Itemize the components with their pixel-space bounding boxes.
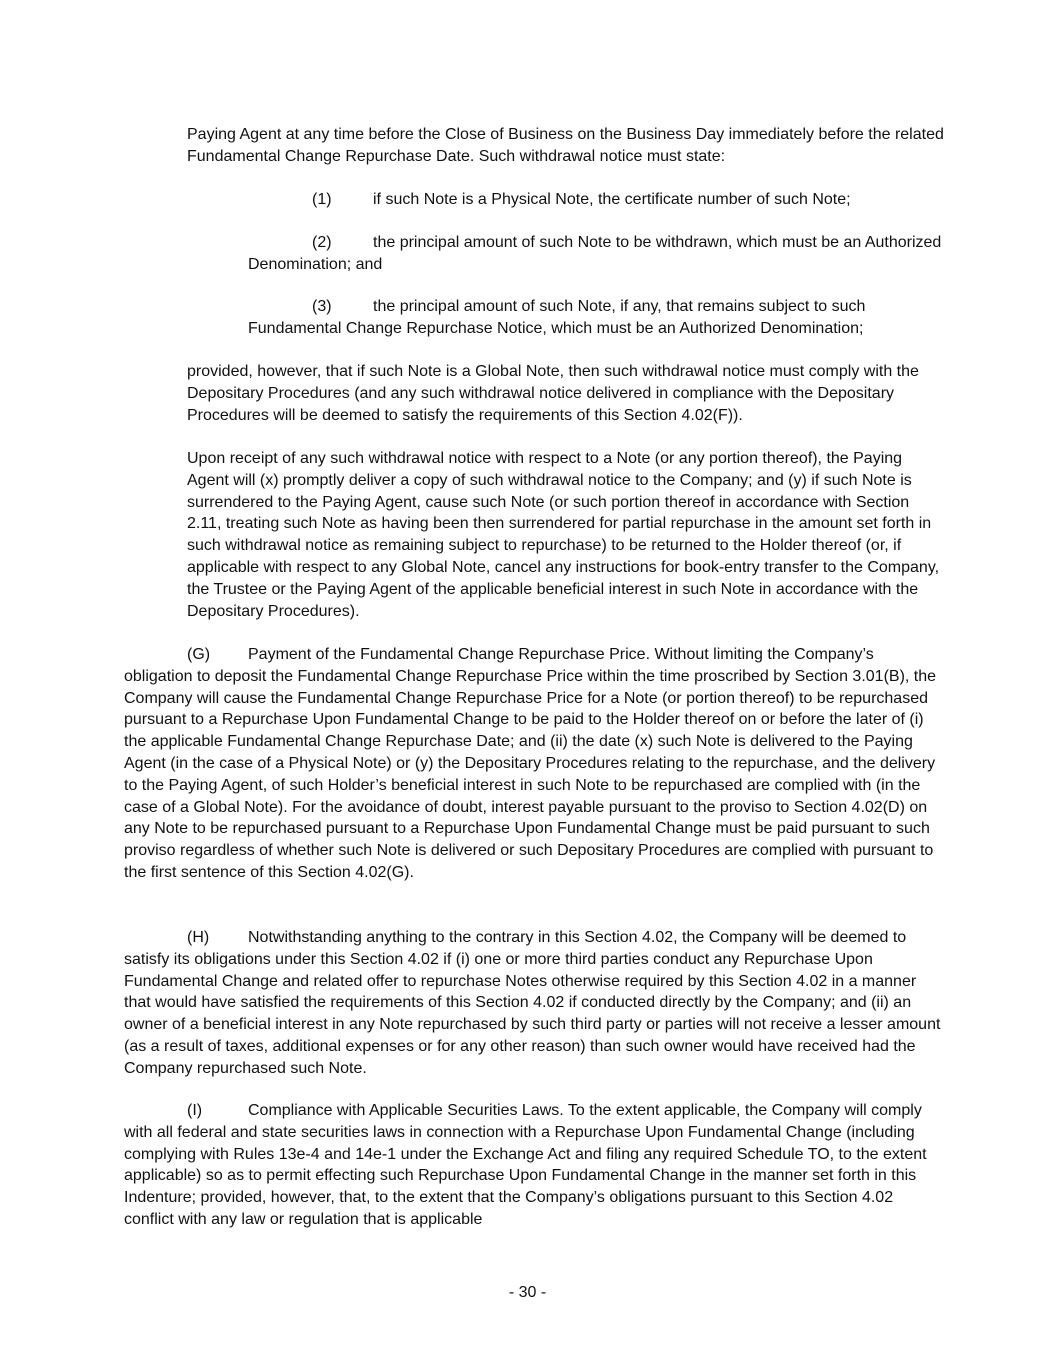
list-item-number: (3) bbox=[312, 298, 332, 315]
section-number: (H) bbox=[187, 929, 210, 946]
list-item-text: the principal amount of such Note, if any, that remains subject to such Fundamental Change Repurchase Notice, which must be an Authorized Denomination; bbox=[248, 298, 866, 337]
list-item-text: if such Note is a Physical Note, the certificate number of such Note; bbox=[373, 191, 851, 208]
section-text: Notwithstanding anything to the contrary in this Section 4.02, the Company will be deemed to satisfy its obligations under this Section 4.02 if (i) one or more third parties conduct any Repurchase Upon Fundamental Change and related offer to repurchase Notes otherwise required by this Section 4.02 in a manner that would have satisfied the requirements of this Section 4.02 if conducted directly by the Company; and (ii) an owner of a beneficial interest in any Note repurchased by such third party or parties will not receive a lesser amount (as a result of taxes, additional expenses or for any other reason) than such owner would have received had the Company repurchased such Note. bbox=[124, 929, 941, 1077]
proviso-paragraph: provided, however, that if such Note is a Global Note, then such withdrawal notice must comply with the Depositary Procedures (and any such withdrawal notice delivered in compliance with the Depositary Procedures will be deemed to satisfy the requirements of this Section 4.02(F)). bbox=[187, 363, 919, 424]
section-i-paragraph bbox=[124, 1100, 946, 1231]
list-item bbox=[248, 189, 948, 211]
page-number: - 30 - bbox=[508, 1284, 547, 1301]
list-item bbox=[248, 296, 948, 340]
section-h-paragraph bbox=[124, 927, 946, 1080]
section-g-paragraph bbox=[124, 644, 946, 884]
upon-receipt-paragraph: Upon receipt of any such withdrawal notice with respect to a Note (or any portion thereof), the Paying Agent will (x) promptly deliver a copy of such withdrawal notice to the Company; and (y) if such Note is surrendered to the Paying Agent, cause such Note (or such portion thereof in accordance with Section 2.11, treating such Note as having been then surrendered for partial repurchase in the amount set forth in such withdrawal notice as remaining subject to repurchase) to be returned to the Holder thereof (or, if applicable with respect to any Global Note, cancel any instructions for book-entry transfer to the Company, the Trustee or the Paying Agent of the applicable beneficial interest in such Note in accordance with the Depositary Procedures). bbox=[187, 450, 940, 620]
section-text: Compliance with Applicable Securities Laws. To the extent applicable, the Company will comply with all federal and state securities laws in connection with a Repurchase Upon Fundamental Change (including complying with Rules 13e-4 and 14e-1 under the Exchange Act and filing any required Schedule TO, to the extent applicable) so as to permit effecting such Repurchase Upon Fundamental Change in the manner set forth in this Indenture; provided, however, that, to the extent that the Company’s obligations pursuant to this Section 4.02 conflict with any law or regulation that is applicable bbox=[124, 1102, 927, 1228]
list-item-number: (1) bbox=[312, 191, 332, 208]
section-number: (I) bbox=[187, 1102, 203, 1119]
list-item bbox=[248, 232, 948, 276]
list-item-text: the principal amount of such Note to be withdrawn, which must be an Authorized Denomination; and bbox=[248, 234, 942, 273]
section-number: (G) bbox=[187, 646, 211, 663]
intro-paragraph: Paying Agent at any time before the Close of Business on the Business Day immediately before the related Fundamental Change Repurchase Date. Such withdrawal notice must state: bbox=[187, 126, 944, 165]
list-item-number: (2) bbox=[312, 234, 332, 251]
section-text: Payment of the Fundamental Change Repurchase Price. Without limiting the Company’s obligation to deposit the Fundamental Change Repurchase Price within the time proscribed by Section 3.01(B), the Company will cause the Fundamental Change Repurchase Price for a Note (or portion thereof) to be repurchased pursuant to a Repurchase Upon Fundamental Change to be paid to the Holder thereof on or before the later of (i) the applicable Fundamental Change Repurchase Date; and (ii) the date (x) such Note is delivered to the Paying Agent (in the case of a Physical Note) or (y) the Depositary Procedures relating to the repurchase, and the delivery to the Paying Agent, of such Holder’s beneficial interest in such Note to be repurchased are complied with (in the case of a Global Note). For the avoidance of doubt, interest payable pursuant to the proviso to Section 4.02(D) on any Note to be repurchased pursuant to a Repurchase Upon Fundamental Change must be paid pursuant to such proviso regardless of whether such Note is delivered or such Depositary Procedures are complied with pursuant to the first sentence of this Section 4.02(G). bbox=[124, 646, 937, 881]
